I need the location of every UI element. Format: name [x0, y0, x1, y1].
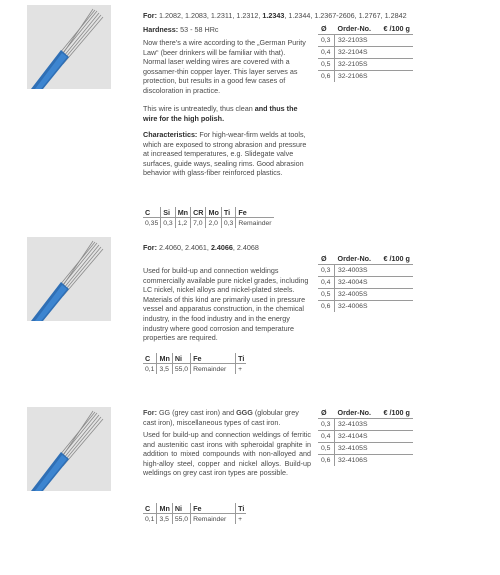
- description: Used for build-up and connection weldings commercially available pure nickel grades, including LC nickel, nickel alloys and nickel-plated steels. Materials of this kind are primarily used in pressure vessel and apparatus construction, in the chemical industry, in the food industry and in the energy industry where good corrosion and temperature properties are required.: [143, 266, 309, 343]
- composition-table: C Mn Ni Fe Ti 0,1 3,5 55,0 Remainder +: [145, 353, 245, 373]
- table-row: 0,6 32-4006S: [318, 301, 413, 313]
- table-row: 0,1 3,5 55,0 Remainder +: [143, 514, 246, 525]
- description: Now there’s a wire according to the „German Purity Law“ (beer drinkers will be familiar with that). Normal laser welding wires are covered with a gossamer-thin copper layer. This layer serves as protection, but results in a good few cases of discoloration in practice.: [143, 38, 306, 95]
- price-header: € /100 g: [383, 23, 410, 33]
- diameter-header: Ø: [321, 253, 327, 263]
- table-row: 0,5 32-4005S: [318, 289, 413, 301]
- characteristics: Characteristics: For high-wear-firm welds at tools, which are exposed to strong abrasion and pressure at increased temperatures, e.g. Slidegate valve surfaces, guide ways, sealing rims. Good abrasion behavior with glass-fiber reinforced plastics.: [143, 130, 307, 178]
- order-table: [318, 253, 413, 312]
- table-row: 0,4 32-4004S: [318, 277, 413, 289]
- wire-bundle-image: [27, 5, 111, 89]
- order-no-header: Order-No.: [337, 407, 372, 417]
- order-no-header: Order-No.: [337, 23, 372, 33]
- wire-bundle-image: [27, 407, 111, 491]
- diameter-header: Ø: [321, 23, 327, 33]
- for-line: For: 1.2082, 1.2083, 1.2311, 1.2312, 1.2343, 1.2344, 1.2367-2606, 1.2767, 1.2842: [143, 11, 407, 20]
- table-row: 0,5 32-4105S: [318, 443, 413, 455]
- table-row: 0,1 3,5 55,0 Remainder +: [143, 364, 246, 375]
- wire-bundle-image: [27, 237, 111, 321]
- description-purity: This wire is untreatedly, thus clean and thus the wire for the high polish.: [143, 104, 298, 123]
- table-row: 0,35 0,3 1,2 7,0 2,0 0,3 Remainder: [145, 219, 272, 227]
- composition-table: C Si Mn CR Mo Ti Fe 0,35 0,3 1,2 7,0 2,0 0,3 Remainder: [145, 207, 272, 227]
- table-row: 0,5 32-2105S: [318, 59, 413, 71]
- for-line: For: GG (grey cast iron) and GGG (globular grey cast iron), miscellaneous types of cast iron.: [143, 408, 299, 427]
- price-header: € /100 g: [383, 253, 410, 263]
- description: Used for build-up and connection weldings of ferritic and austenitic cast irons with spheroidal graphite in addition to mixed compounds with non-alloyed and high-alloy steel, copper and nickel alloys. Build-up weldings on grey cast iron types are possible.: [143, 430, 311, 478]
- table-row: 0,4 32-4104S: [318, 431, 413, 443]
- price-header: € /100 g: [383, 407, 410, 417]
- table-row: 0,3 32-4003S: [318, 265, 413, 277]
- table-row: 0,3 32-4103S: [318, 419, 413, 431]
- order-table: [318, 23, 413, 82]
- hardness-label: Hardness:: [143, 25, 179, 34]
- order-table: [318, 407, 413, 466]
- order-no-header: Order-No.: [337, 253, 372, 263]
- hardness-line: [143, 25, 219, 34]
- table-row: 0,4 32-2104S: [318, 47, 413, 59]
- table-row: 0,6 32-2106S: [318, 71, 413, 83]
- table-row: 0,6 32-4106S: [318, 455, 413, 467]
- diameter-header: Ø: [321, 407, 327, 417]
- for-line: For: 2.4060, 2.4061, 2.4066, 2.4068: [143, 243, 259, 252]
- table-row: 0,3 32-2103S: [318, 35, 413, 47]
- composition-table: C Mn Ni Fe Ti 0,1 3,5 55,0 Remainder +: [145, 503, 245, 523]
- hardness-value: 53 - 58 HRc: [178, 25, 219, 34]
